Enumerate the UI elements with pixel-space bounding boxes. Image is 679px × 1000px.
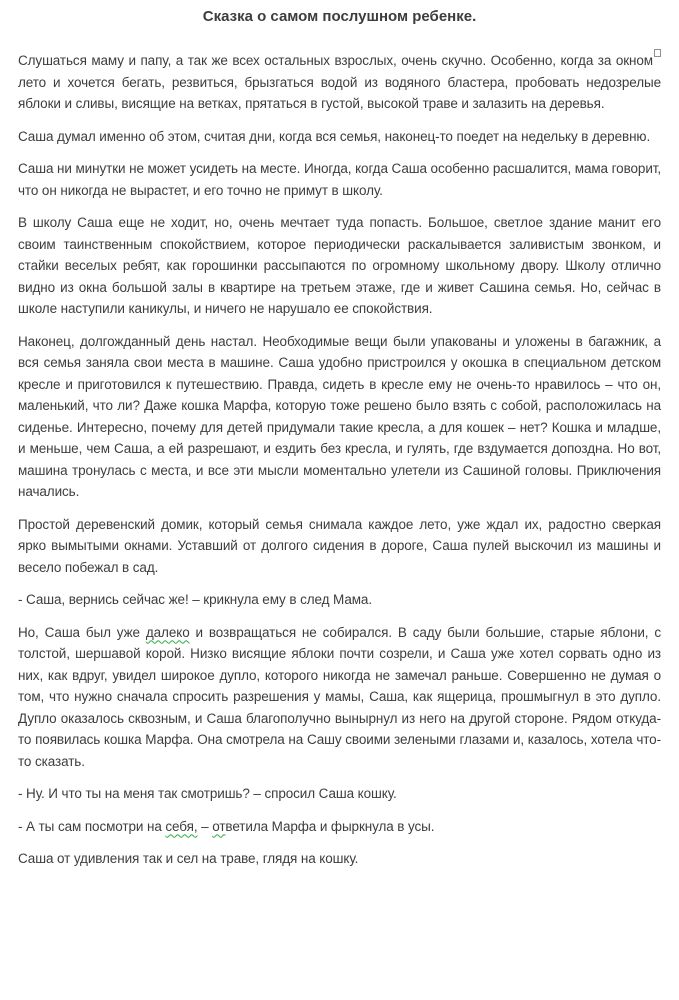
grammar-flagged-text: далеко [145,624,190,640]
document-title: Сказка о самом послушном ребенке. [202,8,477,25]
text-run: и возвращаться не собирался. В саду были большие, старые яблони, с толстой, шершавой корой. Низко висящие яблоки почти созрели, и Саша уже хотел сорвать одно из них, как вдруг, увидел широкое дупло, которого никогда не замечал раньше. Совершенно не думая о том, что нужно сначала спросить разрешения у мамы, Саша, как ящерица, прошмыгнул в это дупло. Дупло оказалось сквозным, и Саша благополучно вынырнул из него на другой стороне. Рядом откуда-то появилась кошка Марфа. Она смотрела на Сашу своими зелеными глазами и, казалось, хотела что-то сказать. [18,624,661,769]
text-run: Саша ни минутки не может усидеть на месте. Иногда, когда Саша особенно расшалится, мама говорит, что он никогда не вырастет, и его точно не примут в школу. [18,161,661,198]
paragraph [18,126,661,148]
text-run: Простой деревенский домик, который семья снимала каждое лето, уже ждал их, радостно сверкая ярко вымытыми окнами. Уставший от долгого сидения в дороге, Саша пулей выскочил из машины и весело побежал в сад. [18,516,661,575]
paragraph [18,848,661,870]
text-run: ветила Марфа и фыркнула в усы. [225,818,435,834]
text-run: - Ну. И что ты на меня так смотришь? – спросил Саша кошку. [18,786,397,801]
paragraph [18,589,661,611]
text-run: – [197,818,213,834]
text-run: - А ты сам посмотри на [18,818,166,834]
paragraph [18,331,661,503]
text-run: Но, Саша был уже [18,624,146,640]
text-run: Наконец, долгожданный день настал. Необходимые вещи были упакованы и уложены в багажник, а вся семья заняла свои места в машине. Саша удобно пристроился у окошка в специальном детском кресле и приготовился к путешествию. Правда, сидеть в кресле ему не очень-то нравилось – что он, маленький, что ли? Даже кошка Марфа, которую тоже решено было взять с собой, расположилась на сиденье. Интересно, почему для детей придумали такие кресла, а для кошек – нет? Кошка и младше, и меньше, чем Саша, а ей разрешают, и ездить без кресла, и гулять, где вздумается допоздна. Но вот, машина тронулась с места, и все эти мысли моментально улетели из Сашиной головы. Приключения начались. [18,333,661,499]
grammar-flagged-text: от [212,818,226,834]
paragraph [18,158,661,201]
text-run: Саша думал именно об этом, считая дни, когда вся семья, наконец-то поедет на недельку в деревню. [18,128,651,144]
paragraph [18,622,661,773]
text-run: Слушаться маму и папу, а так же всех остальных взрослых, очень скучно. Особенно, когда за окном [18,53,653,68]
anchor-box-icon [654,49,661,57]
paragraph [18,783,661,805]
document-body [18,49,661,870]
text-run: - Саша, вернись сейчас же! – крикнула ему в след Мама. [18,592,372,607]
paragraph [18,514,661,579]
grammar-flagged-text: себя, [165,818,198,834]
paragraph [18,212,661,320]
text-run: Саша от удивления так и сел на траве, глядя на кошку. [18,851,359,866]
text-run: лето и хочется бегать, резвиться, брызгаться водой из водяного бластера, пробовать недозрелые яблоки и сливы, висящие на ветках, прятаться в густой, высокой траве и залазить на деревья. [18,74,661,111]
paragraph [18,49,661,115]
paragraph [18,816,661,838]
text-run: В школу Саша еще не ходит, но, очень мечтает туда попасть. Большое, светлое здание манит его своим таинственным спокойствием, которое периодически раскалывается заливистым звонком, и стайки веселых ребят, как горошинки рассыпаются по огромному школьному двору. Школу отлично видно из окна большой залы в квартире на третьем этаже, где и живет Сашина семья. Но, сейчас в школе наступили каникулы, и ничего не нарушало ее спокойствия. [18,215,661,316]
